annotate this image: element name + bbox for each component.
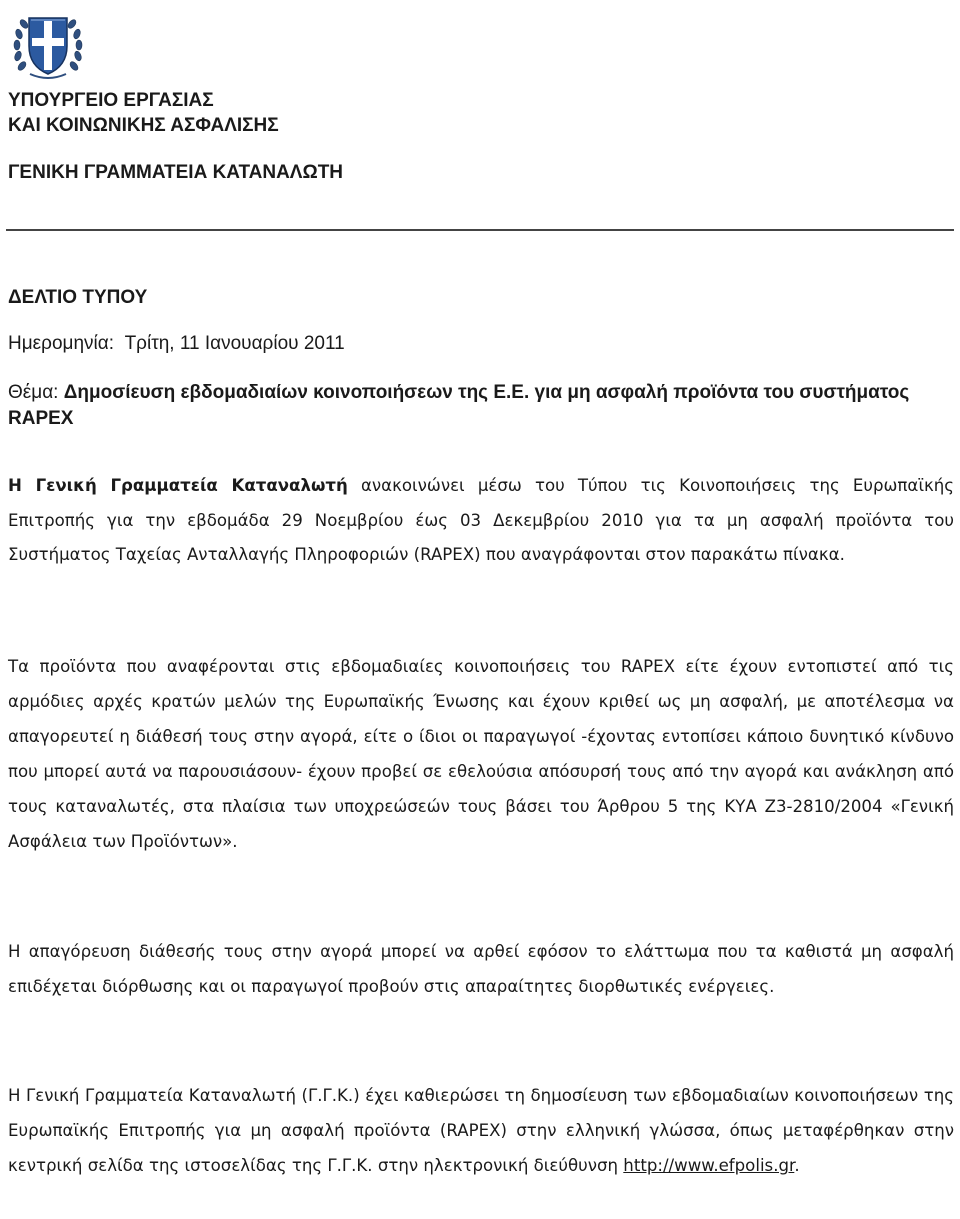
paragraph-ban-lift: Η απαγόρευση διάθεσής τους στην αγορά μπορεί να αρθεί εφόσον το ελάττωμα που τα καθιστά μη ασφαλή επιδέχεται διόρθωσης και οι παραγωγοί προβούν στις απαραίτητες διορθωτικές ενέργειες. xyxy=(8,942,954,996)
paragraph-publication-end: . xyxy=(794,1156,800,1175)
paragraph-announcement-text: ανακοινώνει μέσω του Τύπου τις Κοινοποιήσεις της Ευρωπαϊκής Επιτροπής για την εβδομάδα 29 Νοεμβρίου έως 03 Δεκεμβρίου 2010 για τα μη ασφαλή προϊόντα του Συστήματος Ταχείας Ανταλλαγής Πληροφοριών (RAPEX) που αναγράφονται στον παρακάτω πίνακα. xyxy=(8,476,954,565)
paragraph-announcement-bold: Η Γενική Γραμματεία Καταναλωτή xyxy=(8,476,348,495)
date-label: Ημερομηνία: xyxy=(8,333,115,354)
subject-text: Δημοσίευση εβδομαδιαίων κοινοποιήσεων της Ε.Ε. για μη ασφαλή προϊόντα του συστήματος RAPEX xyxy=(8,382,910,429)
paragraph-publication xyxy=(8,1078,954,1183)
efpolis-link[interactable]: http://www.efpolis.gr xyxy=(623,1156,795,1175)
ministry-name-line2: ΚΑΙ ΚΟΙΝΩΝΙΚΗΣ ΑΣΦΑΛΙΣΗΣ xyxy=(8,115,279,136)
subject-line xyxy=(8,380,953,432)
document-type-title: ΔΕΛΤΙΟ ΤΥΠΟΥ xyxy=(8,287,148,308)
header-divider xyxy=(6,229,954,231)
date-line xyxy=(8,333,345,355)
date-value: Τρίτη, 11 Ιανουαρίου 2011 xyxy=(124,333,345,354)
paragraph-publication-text: Η Γενική Γραμματεία Καταναλωτή (Γ.Γ.Κ.) έχει καθιερώσει τη δημοσίευση των εβδομαδιαίων κοινοποιήσεων της Ευρωπαϊκής Επιτροπής για μη ασφαλή προϊόντα (RAPEX) στην ελληνική γλώσσα, όπως μεταφέρθηκαν στην κεντρική σελίδα της ιστοσελίδας της Γ.Γ.Κ. στην ηλεκτρονική διεύθυνση xyxy=(8,1086,954,1175)
greek-coat-of-arms-icon xyxy=(10,4,86,84)
secretariat-name: ΓΕΝΙΚΗ ΓΡΑΜΜΑΤΕΙΑ ΚΑΤΑΝΑΛΩΤΗ xyxy=(8,162,344,183)
paragraph-products: Τα προϊόντα που αναφέρονται στις εβδομαδιαίες κοινοποιήσεις του RAPEX είτε έχουν εντοπιστεί από τις αρμόδιες αρχές κρατών μελών της Ευρωπαϊκής Ένωσης και έχουν κριθεί ως μη ασφαλή, με αποτέλεσμα να απαγορευτεί η διάθεσή τους στην αγορά, είτε ο ίδιοι οι παραγωγοί -έχοντας εντοπίσει κάποιο δυνητικό κίνδυνο που μπορεί αυτά να παρουσιάσουν- έχουν προβεί σε εθελούσια απόσυρσή τους από την αγορά και ανάκληση από τους καταναλωτές, στα πλαίσια των υποχρεώσεών τους βάσει του Άρθρου 5 της ΚΥΑ Ζ3-2810/2004 «Γενική Ασφάλεια των Προϊόντων». xyxy=(8,657,954,851)
subject-label: Θέμα: xyxy=(8,382,59,403)
paragraph-announcement xyxy=(8,469,954,573)
ministry-name-line1: ΥΠΟΥΡΓΕΙΟ ΕΡΓΑΣΙΑΣ xyxy=(8,90,214,111)
